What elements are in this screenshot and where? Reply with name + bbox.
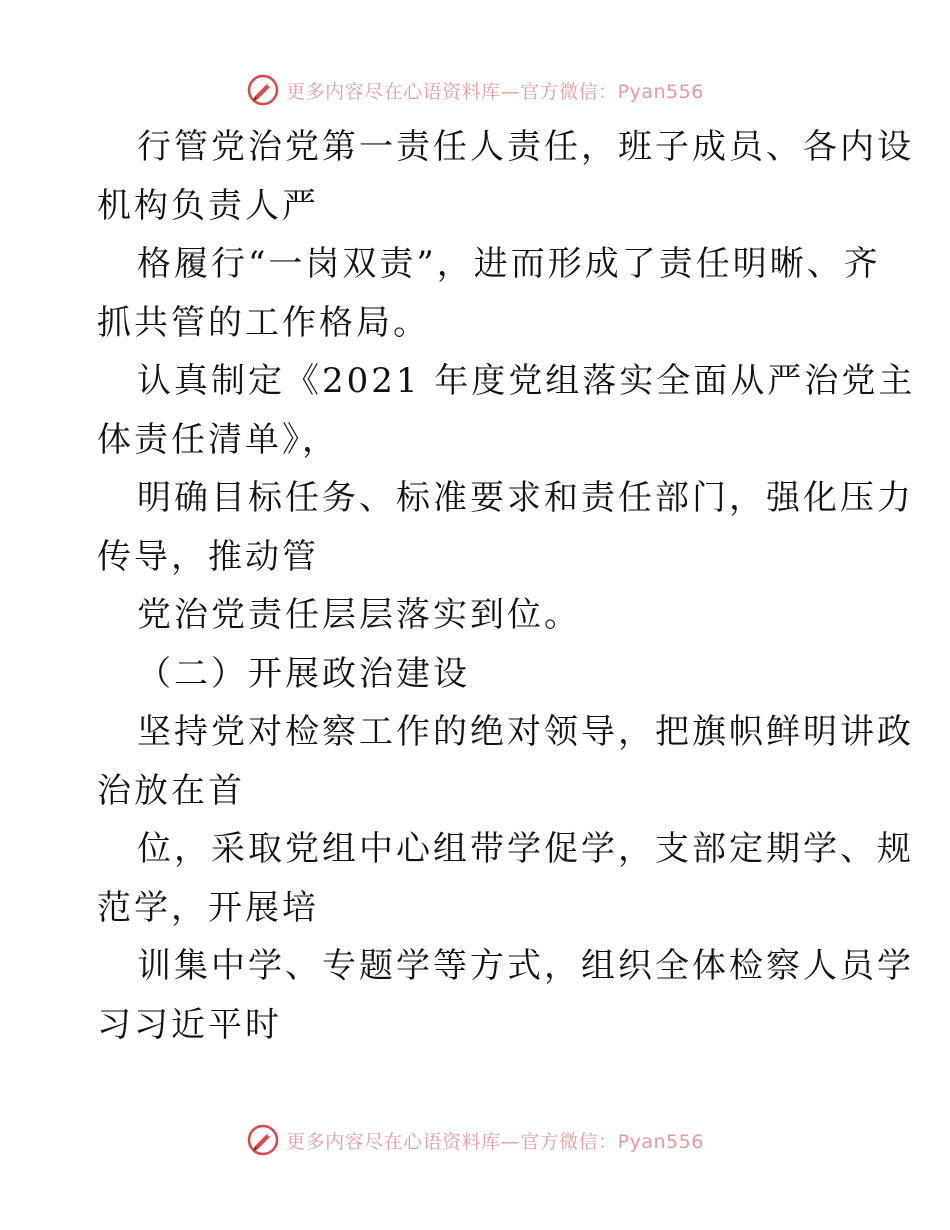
- text-line: 体责任清单》，: [97, 419, 339, 460]
- text-line: 坚持党对检察工作的绝对领导，把旗帜鲜明讲政: [137, 712, 914, 752]
- text-line: 位，采取党组中心组带学促学，支部定期学、规: [137, 829, 914, 869]
- text-line: 抓共管的工作格局。: [97, 302, 430, 343]
- footer-watermark: [0, 1120, 950, 1160]
- text-line: 传导，推动管: [97, 536, 319, 577]
- text-line: 格履行“一岗双责”，进而形成了责任明晰、齐: [137, 244, 881, 284]
- text-line: 范学，开展培: [97, 887, 319, 928]
- text-line: 训集中学、专题学等方式，组织全体检察人员学: [137, 946, 914, 986]
- text-line: 机构负责人严: [97, 185, 319, 226]
- text-line: 党治党责任层层落实到位。: [137, 595, 581, 635]
- text-line: 明确目标任务、标准要求和责任部门，强化压力: [137, 478, 914, 518]
- text-line: 认真制定《2021 年度党组落实全面从严治党主: [137, 361, 916, 401]
- section-heading: （二）开展政治建设: [137, 653, 470, 694]
- watermark-text: 更多内容尽在心语资料库—官方微信：Pyan556: [286, 80, 704, 103]
- pen-nib-logo-icon: [246, 1123, 280, 1157]
- text-line: 行管党治党第一责任人责任，班子成员、各内设: [137, 127, 914, 167]
- header-watermark: [0, 70, 950, 110]
- text-line: 治放在首: [97, 770, 245, 811]
- watermark-text: 更多内容尽在心语资料库—官方微信：Pyan556: [286, 1130, 704, 1153]
- text-line: 习习近平时: [97, 1004, 282, 1045]
- document-body: [97, 118, 916, 1054]
- pen-nib-logo-icon: [246, 73, 280, 107]
